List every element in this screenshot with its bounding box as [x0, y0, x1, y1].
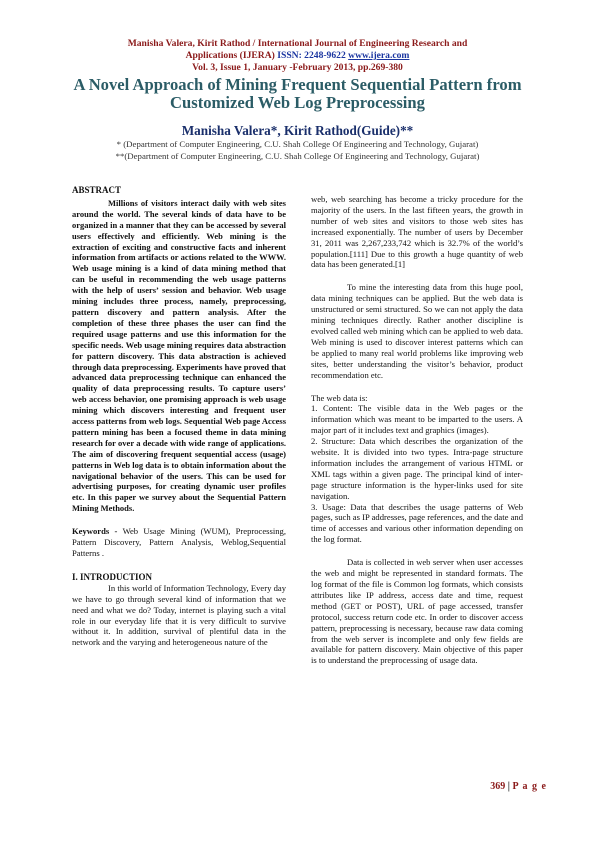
page-footer: [490, 781, 547, 792]
introduction-para-1: In this world of Information Technology, Every day we have to go through several kind of information that we need and what we do? Today, internet is playing such a vital role in our everyday life that it is very difficult to survive without it. In addition, survival of plentiful data in the network and the varying and heterogeneous nature of the: [72, 582, 286, 648]
paper-authors: Manisha Valera*, Kirit Rathod(Guide)**: [181, 123, 414, 138]
journal-header-line2: [60, 50, 535, 62]
abstract-heading: ABSTRACT: [72, 185, 122, 195]
keywords-label: Keywords -: [72, 526, 123, 537]
journal-header-line1: Manisha Valera, Kirit Rathod / International Journal of Engineering Research and: [127, 38, 468, 49]
left-column: [72, 185, 286, 648]
issn: ISSN: 2248-9622: [277, 50, 346, 61]
introduction-para-continued: web, web searching has become a tricky procedure for the majority of the users. In the last fifteen years, the growth in number of web sites and visitors to those web sites has increased exponentially. The number of users by December 31, 2011 was 2,267,233,742 which is 32.7% of the world’s population.[111] Due to this growth a huge quantity of web data has been generated.[1]: [311, 194, 523, 270]
web-data-item-usage: 3. Usage: Data that describes the usage patterns of Web pages, such as IP addresses, page references, and the date and time of accesses and various other information depending on the log format.: [311, 501, 523, 545]
keywords-text: Web Usage Mining (WUM), Preprocessing, Pattern Discovery, Pattern Analysis, Weblog,Sequential Patterns .: [72, 526, 286, 558]
journal-name-cont: Applications (IJERA): [185, 50, 278, 61]
abstract-body: Millions of visitors interact daily with web sites around the world. The several kinds of data have to be organized in a manner that they can be accessed by several users effectively and efficiently. Web mining is the extraction of exciting and constructive facts and inherent information from artifacts or actions related to the WWW. Web usage mining is a kind of data mining method that can be useful in recommending the web usage patterns with the help of users’ session and behavior. Web usage mining includes three process, namely, preprocessing, pattern discovery and pattern analysis. After the completion of these three phases the user can find the required usage patterns and use this information for the specific needs. Web usage mining requires data abstraction for pattern discovery. This data abstraction is achieved through data preprocessing. Experiments have proved that advanced data preprocessing technique can enhanced the quality of data preprocessing results. To capture users’ web access behavior, one promising approach is web usage mining which discovers interesting and frequent user access patterns from web logs. Sequential Web page Access pattern mining has been a focused theme in data mining research for over a decade with wide range of applications. The aim of discovering frequent sequential access (usage) patterns in Web log data is to obtain information about the navigational behavior of the users. This can be used for advertising purposes, for creating dynamic user profiles etc. In this paper we survey about the Sequential Pattern Mining Methods.: [72, 197, 286, 514]
journal-url-link[interactable]: www.ijera.com: [348, 50, 410, 61]
page-separator: |: [505, 781, 513, 792]
introduction-para-3: Data is collected in web server when user accesses the web and might be represented in standard formats. The log format of the file is Common log formats, which consists attributes like IP address, access date and time, request method (GET or POST), URL of page accessed, transfer protocol, success return code etc. In order to discover access pattern, preprocessing is necessary, because raw data coming from the web server is incomplete and only few fields are available for pattern discovery. Main objective of this paper is to understand the preprocessing of usage data.: [311, 557, 523, 666]
web-data-list-intro: The web data is:: [311, 392, 368, 403]
section-heading-introduction: I. INTRODUCTION: [72, 571, 153, 582]
paper-title-line2: Customized Web Log Preprocessing: [170, 93, 425, 112]
keywords: [72, 526, 286, 559]
web-data-item-structure: 2. Structure: Data which describes the organization of the website. It is divided into two types. Intra-page structure information includes the arrangement of various HTML or XML tags within a given page. The principal kind of inter-page structure information is the hyper-links used for site navigation.: [311, 436, 523, 501]
right-column: [311, 194, 523, 666]
affiliation-2: **(Department of Computer Engineering, C.U. Shah College Of Engineering and Technology, Gujarat): [115, 151, 480, 161]
volume-issue-line: Vol. 3, Issue 1, January -February 2013, pp.269-380: [192, 62, 403, 73]
paper-title: [40, 76, 555, 112]
affiliation-1: * (Department of Computer Engineering, C.U. Shah College Of Engineering and Technology, Gujarat): [116, 139, 479, 149]
page-label: P a g e: [512, 781, 547, 792]
page-number: 369: [490, 781, 506, 792]
paper-title-line1: A Novel Approach of Mining Frequent Sequential Pattern from: [73, 75, 522, 94]
journal-header: [60, 38, 535, 74]
web-data-item-content: 1. Content: The visible data in the Web pages or the information which was meant to be imparted to the users. A major part of it includes text and graphics (images).: [311, 403, 523, 436]
introduction-para-2: To mine the interesting data from this huge pool, data mining techniques can be applied. But the web data is unstructured or semi structured. So we can not apply the data mining techniques directly. Rather another discipline is evolved called web mining which can be applied to web data. Web mining is used to discover interest patterns which can be applied to many real world problems like improving web sites, better understanding the visitor’s behavior, product recommendation etc.: [311, 282, 523, 380]
